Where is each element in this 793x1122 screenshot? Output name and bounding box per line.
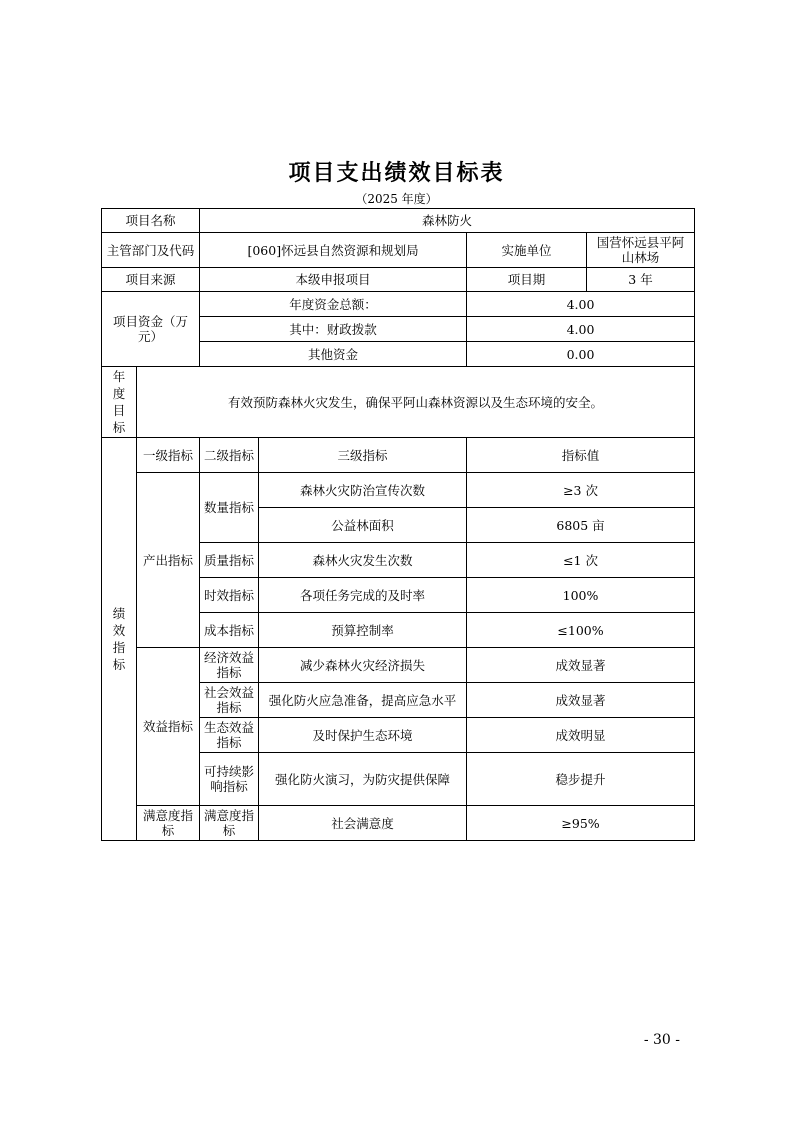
performance-target-table [101, 208, 695, 841]
indicator-name: 社会满意度 [259, 806, 467, 841]
quantity-indicator-label: 数量指标 [200, 473, 259, 543]
indicator-name: 强化防火应急准备，提高应急水平 [259, 683, 467, 718]
funds-other-label: 其他资金 [200, 342, 467, 367]
quality-indicator-label: 质量指标 [200, 543, 259, 578]
header-level1: 一级指标 [137, 438, 200, 473]
indicator-name: 强化防火演习，为防灾提供保障 [259, 753, 467, 806]
indicator-name: 各项任务完成的及时率 [259, 578, 467, 613]
indicator-name: 森林火灾发生次数 [259, 543, 467, 578]
table-row [102, 438, 695, 473]
indicator-name: 减少森林火灾经济损失 [259, 648, 467, 683]
social-indicator-label: 社会效益指标 [200, 683, 259, 718]
period-label: 项目期 [467, 268, 587, 292]
table-row [102, 292, 695, 317]
header-level3: 三级指标 [259, 438, 467, 473]
document-subtitle: （2025 年度） [355, 192, 438, 206]
funds-label: 项目资金（万元） [102, 292, 200, 367]
funds-other-value: 0.00 [467, 342, 695, 367]
indicator-name: 公益林面积 [259, 508, 467, 543]
ecological-indicator-label: 生态效益指标 [200, 718, 259, 753]
annual-goal-label: 年度目标 [102, 367, 137, 438]
sustainable-indicator-label: 可持续影响指标 [200, 753, 259, 806]
indicator-name: 及时保护生态环境 [259, 718, 467, 753]
funds-fiscal-value: 4.00 [467, 317, 695, 342]
indicator-value: 6805 亩 [467, 508, 695, 543]
indicator-value: 成效显著 [467, 683, 695, 718]
impl-unit-label: 实施单位 [467, 233, 587, 268]
document-title: 项目支出绩效目标表 [288, 160, 505, 186]
satisfaction-sub-label: 满意度指标 [200, 806, 259, 841]
satisfaction-indicator-label: 满意度指标 [137, 806, 200, 841]
header-level2: 二级指标 [200, 438, 259, 473]
output-indicator-label: 产出指标 [137, 473, 200, 648]
indicator-value: 成效显著 [467, 648, 695, 683]
indicator-value: ≥3 次 [467, 473, 695, 508]
indicator-value: 成效明显 [467, 718, 695, 753]
dept-value: [060]怀远县自然资源和规划局 [200, 233, 467, 268]
header-value: 指标值 [467, 438, 695, 473]
funds-total-label: 年度资金总额： [200, 292, 467, 317]
funds-fiscal-label: 其中：财政拨款 [200, 317, 467, 342]
indicator-value: ≤100% [467, 613, 695, 648]
indicator-value: ≥95% [467, 806, 695, 841]
period-value: 3 年 [587, 268, 695, 292]
economic-indicator-label: 经济效益指标 [200, 648, 259, 683]
table-row [102, 473, 695, 508]
indicator-value: 稳步提升 [467, 753, 695, 806]
indicator-name: 预算控制率 [259, 613, 467, 648]
performance-indicators-label: 绩效指标 [102, 438, 137, 841]
indicator-value: 100% [467, 578, 695, 613]
annual-goal-text: 有效预防森林火灾发生，确保平阿山森林资源以及生态环境的安全。 [137, 367, 695, 438]
table-row [102, 209, 695, 233]
table-row [102, 268, 695, 292]
project-name-value: 森林防火 [200, 209, 695, 233]
table-row [102, 367, 695, 438]
source-label: 项目来源 [102, 268, 200, 292]
indicator-name: 森林火灾防治宣传次数 [259, 473, 467, 508]
table-row [102, 233, 695, 268]
funds-total-value: 4.00 [467, 292, 695, 317]
page-number: - 30 - [643, 1032, 680, 1048]
project-name-label: 项目名称 [102, 209, 200, 233]
table-row [102, 806, 695, 841]
benefit-indicator-label: 效益指标 [137, 648, 200, 806]
cost-indicator-label: 成本指标 [200, 613, 259, 648]
dept-label: 主管部门及代码 [102, 233, 200, 268]
impl-unit-value: 国营怀远县平阿山林场 [587, 233, 695, 268]
timeliness-indicator-label: 时效指标 [200, 578, 259, 613]
indicator-value: ≤1 次 [467, 543, 695, 578]
source-value: 本级申报项目 [200, 268, 467, 292]
table-row [102, 648, 695, 683]
